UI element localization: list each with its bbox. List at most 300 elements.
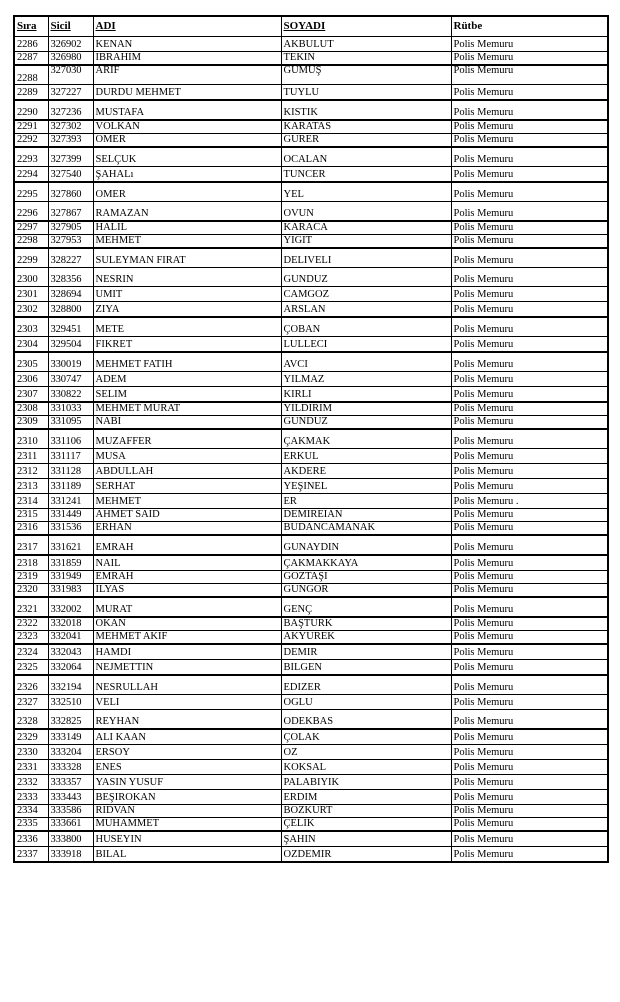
- row-cell-adi: NESRULLAH: [93, 675, 281, 695]
- row-cell-adi: SULEYMAN FIRAT: [93, 248, 281, 268]
- row-cell-rutbe: Polis Memuru: [451, 387, 608, 403]
- row-cell-sicil: 326902: [48, 37, 93, 52]
- row-cell-sicil: 328227: [48, 248, 93, 268]
- column-header-sira: [14, 16, 48, 37]
- row-cell-soyadi: OCALAN: [281, 147, 451, 167]
- row-cell-soyadi: YEL: [281, 182, 451, 202]
- row-cell-sicil: 327540: [48, 167, 93, 183]
- personnel-roster-table: [13, 15, 609, 863]
- row-cell-sira: 2330: [14, 745, 48, 760]
- row-cell-soyadi: OGLU: [281, 695, 451, 710]
- row-cell-rutbe: Polis Memuru: [451, 479, 608, 494]
- row-cell-rutbe: Polis Memuru: [451, 818, 608, 832]
- row-cell-adi: ERHAN: [93, 522, 281, 536]
- table-row: [14, 555, 608, 571]
- row-cell-rutbe: Polis Memuru: [451, 37, 608, 52]
- table-row: [14, 535, 608, 555]
- row-cell-sira: 2295: [14, 182, 48, 202]
- row-cell-sira: 2319: [14, 571, 48, 584]
- row-cell-adi: ALI KAAN: [93, 729, 281, 745]
- table-row: [14, 644, 608, 660]
- table-row: [14, 617, 608, 631]
- row-cell-sicil: 333328: [48, 760, 93, 775]
- table-row: [14, 52, 608, 66]
- row-cell-soyadi: EDIZER: [281, 675, 451, 695]
- row-cell-adi: MUHAMMET: [93, 818, 281, 832]
- row-cell-rutbe: Polis Memuru: [451, 202, 608, 222]
- row-cell-adi: EMRAH: [93, 535, 281, 555]
- row-cell-soyadi: GOZTAŞI: [281, 571, 451, 584]
- row-cell-rutbe: Polis Memuru: [451, 535, 608, 555]
- row-cell-soyadi: AVCI: [281, 352, 451, 372]
- table-body: [14, 37, 608, 863]
- row-cell-sira: 2288: [14, 65, 48, 85]
- row-cell-adi: NEJMETTIN: [93, 660, 281, 676]
- row-cell-rutbe: Polis Memuru: [451, 317, 608, 337]
- row-cell-rutbe: Polis Memuru: [451, 509, 608, 522]
- row-cell-sira: 2287: [14, 52, 48, 66]
- row-cell-sira: 2293: [14, 147, 48, 167]
- row-cell-soyadi: CAMGOZ: [281, 287, 451, 302]
- row-cell-sira: 2298: [14, 235, 48, 249]
- row-cell-sira: 2292: [14, 134, 48, 148]
- row-cell-sicil: 327867: [48, 202, 93, 222]
- table-row: [14, 287, 608, 302]
- row-cell-rutbe: Polis Memuru: [451, 100, 608, 120]
- table-row: [14, 337, 608, 353]
- row-cell-sicil: 332041: [48, 631, 93, 645]
- row-cell-sicil: 327030: [48, 65, 93, 85]
- row-cell-adi: MUSA: [93, 449, 281, 464]
- row-cell-adi: OMER: [93, 134, 281, 148]
- row-cell-sira: 2329: [14, 729, 48, 745]
- row-cell-sira: 2327: [14, 695, 48, 710]
- row-cell-adi: MEHMET: [93, 494, 281, 509]
- column-header-adi: [93, 16, 281, 37]
- row-cell-sicil: 332825: [48, 710, 93, 730]
- row-cell-adi: MEHMET AKIF: [93, 631, 281, 645]
- row-cell-soyadi: GENÇ: [281, 597, 451, 617]
- row-cell-adi: IBRAHIM: [93, 52, 281, 66]
- row-cell-sicil: 333661: [48, 818, 93, 832]
- row-cell-sicil: 328356: [48, 268, 93, 287]
- column-header-rutbe: [451, 16, 608, 37]
- row-cell-rutbe: Polis Memuru: [451, 775, 608, 790]
- row-cell-sicil: 332018: [48, 617, 93, 631]
- row-cell-adi: MEHMET: [93, 235, 281, 249]
- row-cell-sira: 2334: [14, 805, 48, 818]
- row-cell-soyadi: OZDEMIR: [281, 847, 451, 863]
- row-cell-rutbe: Polis Memuru: [451, 729, 608, 745]
- row-cell-sira: 2311: [14, 449, 48, 464]
- row-cell-sicil: 327399: [48, 147, 93, 167]
- table-row: [14, 120, 608, 134]
- row-cell-adi: SELIM: [93, 387, 281, 403]
- row-cell-adi: ENES: [93, 760, 281, 775]
- row-cell-adi: NABI: [93, 416, 281, 430]
- table-row: [14, 745, 608, 760]
- row-cell-soyadi: ERKUL: [281, 449, 451, 464]
- table-row: [14, 352, 608, 372]
- row-cell-sira: 2300: [14, 268, 48, 287]
- row-cell-sira: 2321: [14, 597, 48, 617]
- row-cell-soyadi: ODEKBAS: [281, 710, 451, 730]
- table-row: [14, 202, 608, 222]
- row-cell-adi: MUZAFFER: [93, 429, 281, 449]
- row-cell-rutbe: Polis Memuru: [451, 287, 608, 302]
- row-cell-sicil: 331241: [48, 494, 93, 509]
- table-row: [14, 597, 608, 617]
- row-cell-sicil: 329504: [48, 337, 93, 353]
- column-header-soyadi: [281, 16, 451, 37]
- row-cell-adi: RIDVAN: [93, 805, 281, 818]
- table-row: [14, 710, 608, 730]
- row-cell-sicil: 327860: [48, 182, 93, 202]
- row-cell-sicil: 331983: [48, 584, 93, 598]
- row-cell-sira: 2308: [14, 402, 48, 416]
- row-cell-sira: 2333: [14, 790, 48, 805]
- row-cell-sicil: 331949: [48, 571, 93, 584]
- row-cell-sira: 2331: [14, 760, 48, 775]
- table-row: [14, 571, 608, 584]
- row-cell-soyadi: GUNAYDIN: [281, 535, 451, 555]
- row-cell-sicil: 331859: [48, 555, 93, 571]
- row-cell-sira: 2326: [14, 675, 48, 695]
- row-cell-soyadi: ÇAKMAK: [281, 429, 451, 449]
- row-cell-sira: 2323: [14, 631, 48, 645]
- row-cell-rutbe: Polis Memuru: [451, 221, 608, 235]
- row-cell-rutbe: Polis Memuru: [451, 167, 608, 183]
- row-cell-adi: ABDULLAH: [93, 464, 281, 479]
- row-cell-sira: 2322: [14, 617, 48, 631]
- row-cell-adi: ADEM: [93, 372, 281, 387]
- row-cell-rutbe: Polis Memuru: [451, 805, 608, 818]
- row-cell-sira: 2325: [14, 660, 48, 676]
- row-cell-sira: 2305: [14, 352, 48, 372]
- row-cell-soyadi: ÇAKMAKKAYA: [281, 555, 451, 571]
- row-cell-sicil: 333204: [48, 745, 93, 760]
- row-cell-adi: MEHMET MURAT: [93, 402, 281, 416]
- table-row: [14, 805, 608, 818]
- row-cell-sicil: 327393: [48, 134, 93, 148]
- row-cell-soyadi: ŞAHIN: [281, 831, 451, 847]
- row-cell-rutbe: Polis Memuru: [451, 134, 608, 148]
- row-cell-soyadi: GUNDUZ: [281, 416, 451, 430]
- row-cell-soyadi: AKDERE: [281, 464, 451, 479]
- row-cell-adi: KENAN: [93, 37, 281, 52]
- row-cell-sicil: 332002: [48, 597, 93, 617]
- row-cell-soyadi: GUNDUZ: [281, 268, 451, 287]
- row-cell-adi: ARIF: [93, 65, 281, 85]
- row-cell-soyadi: BILGEN: [281, 660, 451, 676]
- row-cell-soyadi: ER: [281, 494, 451, 509]
- row-cell-sicil: 333443: [48, 790, 93, 805]
- row-cell-sira: 2324: [14, 644, 48, 660]
- row-cell-rutbe: Polis Memuru: [451, 302, 608, 318]
- row-cell-soyadi: ÇOBAN: [281, 317, 451, 337]
- row-cell-sicil: 326980: [48, 52, 93, 66]
- row-cell-sicil: 327236: [48, 100, 93, 120]
- table-row: [14, 494, 608, 509]
- row-cell-soyadi: GUNGOR: [281, 584, 451, 598]
- table-row: [14, 790, 608, 805]
- row-cell-rutbe: Polis Memuru: [451, 120, 608, 134]
- row-cell-sicil: 331536: [48, 522, 93, 536]
- row-cell-sira: 2335: [14, 818, 48, 832]
- row-cell-rutbe: Polis Memuru: [451, 597, 608, 617]
- row-cell-rutbe: Polis Memuru: [451, 449, 608, 464]
- row-cell-soyadi: KIRLI: [281, 387, 451, 403]
- table-row: [14, 584, 608, 598]
- table-row: [14, 37, 608, 52]
- row-cell-adi: NESRIN: [93, 268, 281, 287]
- row-cell-adi: SELÇUK: [93, 147, 281, 167]
- row-cell-adi: YASIN YUSUF: [93, 775, 281, 790]
- row-cell-rutbe: Polis Memuru: [451, 268, 608, 287]
- row-cell-sicil: 332043: [48, 644, 93, 660]
- row-cell-sira: 2318: [14, 555, 48, 571]
- table-row: [14, 416, 608, 430]
- row-cell-soyadi: TUYLU: [281, 85, 451, 101]
- header-row: [14, 16, 608, 37]
- row-cell-adi: ILYAS: [93, 584, 281, 598]
- row-cell-sicil: 332064: [48, 660, 93, 676]
- row-cell-sira: 2313: [14, 479, 48, 494]
- row-cell-sira: 2286: [14, 37, 48, 52]
- row-cell-rutbe: Polis Memuru: [451, 402, 608, 416]
- column-header-soyadi-label: SOYADI: [283, 20, 326, 32]
- row-cell-adi: ERSOY: [93, 745, 281, 760]
- row-cell-adi: ŞAHALı: [93, 167, 281, 183]
- row-cell-soyadi: ÇELIK: [281, 818, 451, 832]
- table-row: [14, 479, 608, 494]
- row-cell-sira: 2309: [14, 416, 48, 430]
- row-cell-sicil: 333357: [48, 775, 93, 790]
- table-row: [14, 134, 608, 148]
- row-cell-adi: BEŞIROKAN: [93, 790, 281, 805]
- row-cell-rutbe: Polis Memuru: [451, 235, 608, 249]
- row-cell-rutbe: Polis Memuru: [451, 65, 608, 85]
- row-cell-soyadi: TEKIN: [281, 52, 451, 66]
- row-cell-rutbe: Polis Memuru: [451, 660, 608, 676]
- row-cell-sira: 2312: [14, 464, 48, 479]
- roster-table-container: [13, 15, 607, 863]
- row-cell-rutbe: Polis Memuru: [451, 847, 608, 863]
- row-cell-rutbe: Polis Memuru: [451, 790, 608, 805]
- row-cell-sicil: 331117: [48, 449, 93, 464]
- row-cell-sicil: 332510: [48, 695, 93, 710]
- row-cell-rutbe: Polis Memuru .: [451, 494, 608, 509]
- row-cell-soyadi: DELIVELI: [281, 248, 451, 268]
- row-cell-rutbe: Polis Memuru: [451, 710, 608, 730]
- row-cell-adi: MEHMET FATIH: [93, 352, 281, 372]
- row-cell-sicil: 331128: [48, 464, 93, 479]
- row-cell-soyadi: TUNCER: [281, 167, 451, 183]
- row-cell-sira: 2302: [14, 302, 48, 318]
- row-cell-soyadi: OVUN: [281, 202, 451, 222]
- row-cell-rutbe: Polis Memuru: [451, 429, 608, 449]
- table-row: [14, 760, 608, 775]
- row-cell-sira: 2320: [14, 584, 48, 598]
- table-row: [14, 85, 608, 101]
- row-cell-soyadi: BUDANCAMANAK: [281, 522, 451, 536]
- row-cell-sicil: 330019: [48, 352, 93, 372]
- row-cell-rutbe: Polis Memuru: [451, 352, 608, 372]
- row-cell-sira: 2290: [14, 100, 48, 120]
- row-cell-soyadi: YILMAZ: [281, 372, 451, 387]
- row-cell-sicil: 333149: [48, 729, 93, 745]
- row-cell-adi: DURDU MEHMET: [93, 85, 281, 101]
- table-row: [14, 317, 608, 337]
- row-cell-rutbe: Polis Memuru: [451, 337, 608, 353]
- row-cell-soyadi: ARSLAN: [281, 302, 451, 318]
- row-cell-rutbe: Polis Memuru: [451, 248, 608, 268]
- row-cell-adi: EMRAH: [93, 571, 281, 584]
- row-cell-sira: 2289: [14, 85, 48, 101]
- row-cell-sicil: 331095: [48, 416, 93, 430]
- row-cell-sira: 2291: [14, 120, 48, 134]
- row-cell-sicil: 330822: [48, 387, 93, 403]
- row-cell-sicil: 331106: [48, 429, 93, 449]
- column-header-sira-label: Sıra: [17, 20, 37, 32]
- table-row: [14, 775, 608, 790]
- row-cell-sira: 2296: [14, 202, 48, 222]
- row-cell-rutbe: Polis Memuru: [451, 831, 608, 847]
- row-cell-soyadi: YIGIT: [281, 235, 451, 249]
- column-header-sicil: [48, 16, 93, 37]
- table-row: [14, 248, 608, 268]
- row-cell-adi: OMER: [93, 182, 281, 202]
- row-cell-rutbe: Polis Memuru: [451, 675, 608, 695]
- row-cell-adi: HAMDI: [93, 644, 281, 660]
- row-cell-soyadi: KISTIK: [281, 100, 451, 120]
- row-cell-rutbe: Polis Memuru: [451, 631, 608, 645]
- row-cell-sicil: 332194: [48, 675, 93, 695]
- row-cell-adi: SERHAT: [93, 479, 281, 494]
- row-cell-rutbe: Polis Memuru: [451, 52, 608, 66]
- row-cell-sicil: 331189: [48, 479, 93, 494]
- row-cell-soyadi: YEŞINEL: [281, 479, 451, 494]
- row-cell-sicil: 333800: [48, 831, 93, 847]
- row-cell-sicil: 331449: [48, 509, 93, 522]
- row-cell-rutbe: Polis Memuru: [451, 760, 608, 775]
- row-cell-soyadi: AKYUREK: [281, 631, 451, 645]
- row-cell-sira: 2336: [14, 831, 48, 847]
- row-cell-rutbe: Polis Memuru: [451, 644, 608, 660]
- row-cell-sira: 2332: [14, 775, 48, 790]
- row-cell-adi: MUSTAFA: [93, 100, 281, 120]
- row-cell-adi: FIKRET: [93, 337, 281, 353]
- table-row: [14, 65, 608, 85]
- row-cell-sira: 2317: [14, 535, 48, 555]
- row-cell-sira: 2314: [14, 494, 48, 509]
- row-cell-sicil: 328800: [48, 302, 93, 318]
- table-row: [14, 302, 608, 318]
- table-row: [14, 675, 608, 695]
- table-row: [14, 695, 608, 710]
- row-cell-soyadi: BAŞTURK: [281, 617, 451, 631]
- table-row: [14, 522, 608, 536]
- table-row: [14, 818, 608, 832]
- column-header-rutbe-label: Rütbe: [453, 20, 483, 32]
- row-cell-adi: UMIT: [93, 287, 281, 302]
- row-cell-rutbe: Polis Memuru: [451, 522, 608, 536]
- table-row: [14, 729, 608, 745]
- table-row: [14, 631, 608, 645]
- row-cell-sira: 2315: [14, 509, 48, 522]
- row-cell-soyadi: OZ: [281, 745, 451, 760]
- row-cell-rutbe: Polis Memuru: [451, 555, 608, 571]
- row-cell-rutbe: Polis Memuru: [451, 85, 608, 101]
- column-header-adi-label: ADI: [95, 20, 116, 32]
- table-row: [14, 147, 608, 167]
- table-row: [14, 221, 608, 235]
- row-cell-adi: NAIL: [93, 555, 281, 571]
- table-row: [14, 402, 608, 416]
- row-cell-rutbe: Polis Memuru: [451, 745, 608, 760]
- row-cell-rutbe: Polis Memuru: [451, 182, 608, 202]
- row-cell-soyadi: KARATAS: [281, 120, 451, 134]
- table-row: [14, 235, 608, 249]
- row-cell-soyadi: ERDIM: [281, 790, 451, 805]
- row-cell-sira: 2301: [14, 287, 48, 302]
- row-cell-rutbe: Polis Memuru: [451, 571, 608, 584]
- row-cell-sicil: 330747: [48, 372, 93, 387]
- row-cell-soyadi: GURER: [281, 134, 451, 148]
- row-cell-adi: VOLKAN: [93, 120, 281, 134]
- row-cell-sira: 2304: [14, 337, 48, 353]
- table-row: [14, 100, 608, 120]
- table-row: [14, 660, 608, 676]
- row-cell-rutbe: Polis Memuru: [451, 147, 608, 167]
- row-cell-adi: ZIYA: [93, 302, 281, 318]
- row-cell-sicil: 327905: [48, 221, 93, 235]
- row-cell-sira: 2307: [14, 387, 48, 403]
- row-cell-adi: OKAN: [93, 617, 281, 631]
- row-cell-adi: RAMAZAN: [93, 202, 281, 222]
- row-cell-adi: BILAL: [93, 847, 281, 863]
- table-row: [14, 387, 608, 403]
- row-cell-sira: 2294: [14, 167, 48, 183]
- row-cell-sicil: 331033: [48, 402, 93, 416]
- row-cell-adi: VELI: [93, 695, 281, 710]
- row-cell-rutbe: Polis Memuru: [451, 617, 608, 631]
- row-cell-soyadi: ÇOLAK: [281, 729, 451, 745]
- table-row: [14, 167, 608, 183]
- row-cell-adi: MURAT: [93, 597, 281, 617]
- table-row: [14, 182, 608, 202]
- row-cell-soyadi: AKBULUT: [281, 37, 451, 52]
- row-cell-sicil: 327227: [48, 85, 93, 101]
- row-cell-soyadi: DEMIREIAN: [281, 509, 451, 522]
- table-row: [14, 372, 608, 387]
- row-cell-soyadi: YILDIRIM: [281, 402, 451, 416]
- row-cell-rutbe: Polis Memuru: [451, 464, 608, 479]
- table-row: [14, 509, 608, 522]
- row-cell-rutbe: Polis Memuru: [451, 372, 608, 387]
- row-cell-sicil: 327953: [48, 235, 93, 249]
- row-cell-sicil: 333918: [48, 847, 93, 863]
- row-cell-soyadi: KOKSAL: [281, 760, 451, 775]
- row-cell-rutbe: Polis Memuru: [451, 695, 608, 710]
- column-header-sicil-label: Sicil: [50, 20, 71, 32]
- row-cell-soyadi: DEMIR: [281, 644, 451, 660]
- row-cell-sira: 2337: [14, 847, 48, 863]
- row-cell-rutbe: Polis Memuru: [451, 416, 608, 430]
- row-cell-sira: 2310: [14, 429, 48, 449]
- row-cell-sira: 2299: [14, 248, 48, 268]
- row-cell-sicil: 333586: [48, 805, 93, 818]
